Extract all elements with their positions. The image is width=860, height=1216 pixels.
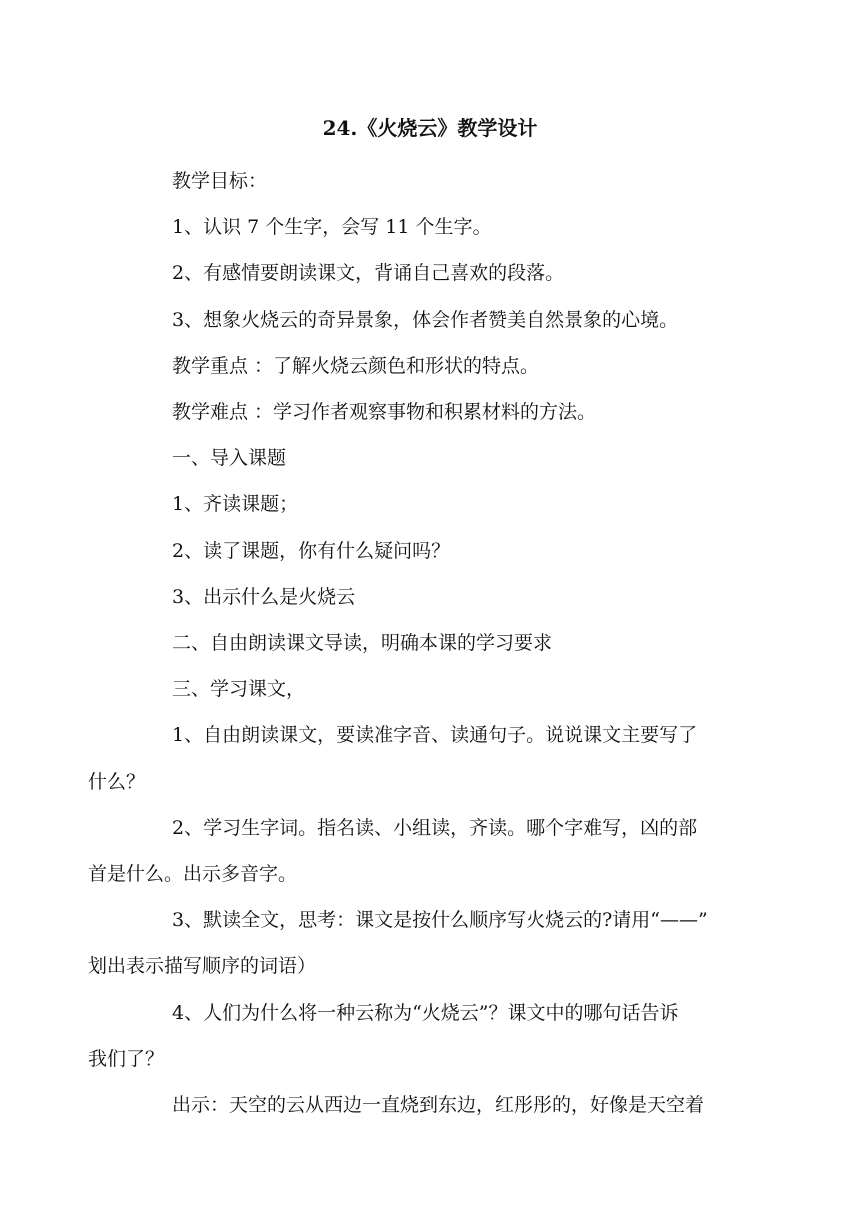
paragraph: [130, 204, 730, 250]
paragraph: [88, 712, 730, 804]
paragraph: [130, 481, 730, 527]
document-title: 24.《火烧云》教学设计: [322, 116, 538, 140]
paragraph: [130, 389, 730, 435]
paragraph: [130, 343, 730, 389]
paragraph: [130, 435, 730, 481]
paragraph-line: 1、认识 7 个生字，会写 11 个生字。: [172, 216, 492, 239]
paragraph-line: 2、学习生字词。指名读、小组读，齐读。哪个字难写，凶的部: [172, 816, 698, 839]
paragraph: [88, 897, 730, 989]
paragraph-line: 一、导入课题: [172, 447, 287, 470]
paragraph-line: 1、自由朗读课文，要读准字音、读通句子。说说课文主要写了: [172, 724, 698, 747]
paragraph: [88, 805, 730, 897]
paragraph-line: 二、自由朗读课文导读，明确本课的学习要求: [172, 632, 553, 655]
paragraph-line: 3、出示什么是火烧云: [172, 585, 356, 608]
paragraph-line: 2、有感情要朗读课文，背诵自己喜欢的段落。: [172, 262, 565, 285]
paragraph-line: 首是什么。出示多音字。: [88, 863, 298, 886]
paragraph-line: 我们了？: [88, 1047, 165, 1070]
paragraph: [130, 574, 730, 620]
paragraph-line: 划出表示描写顺序的词语）: [88, 955, 317, 978]
paragraph: [130, 620, 730, 666]
paragraph: [130, 158, 730, 204]
paragraph-line: 3、默读全文，思考：课文是按什么顺序写火烧云的?请用“——”: [172, 909, 708, 932]
paragraph: [130, 250, 730, 296]
paragraph-line: 什么？: [88, 770, 146, 793]
paragraph: [88, 990, 730, 1082]
paragraph: [130, 297, 730, 343]
paragraph-line: 2、读了课题，你有什么疑问吗？: [172, 539, 451, 562]
paragraph-line: 教学难点 ：学习作者观察事物和积累材料的方法。: [172, 401, 597, 424]
paragraph-line: 教学目标：: [172, 170, 268, 192]
paragraph-line: 教学重点 ：了解火烧云颜色和形状的特点。: [172, 354, 540, 377]
paragraph-line: 三、学习课文，: [172, 678, 306, 701]
document-body: [88, 158, 730, 1128]
paragraph: [130, 666, 730, 712]
paragraph-line: 4、人们为什么将一种云称为“火烧云”？课文中的哪句话告诉: [172, 1001, 679, 1024]
paragraph-line: 3、想象火烧云的奇异景象，体会作者赞美自然景象的心境。: [172, 308, 679, 331]
paragraph: [130, 1082, 730, 1128]
paragraph-line: 1、齐读课题；: [172, 493, 299, 516]
paragraph-line: 出示：天空的云从西边一直烧到东边，红彤彤的，好像是天空着: [172, 1094, 705, 1117]
paragraph: [130, 528, 730, 574]
